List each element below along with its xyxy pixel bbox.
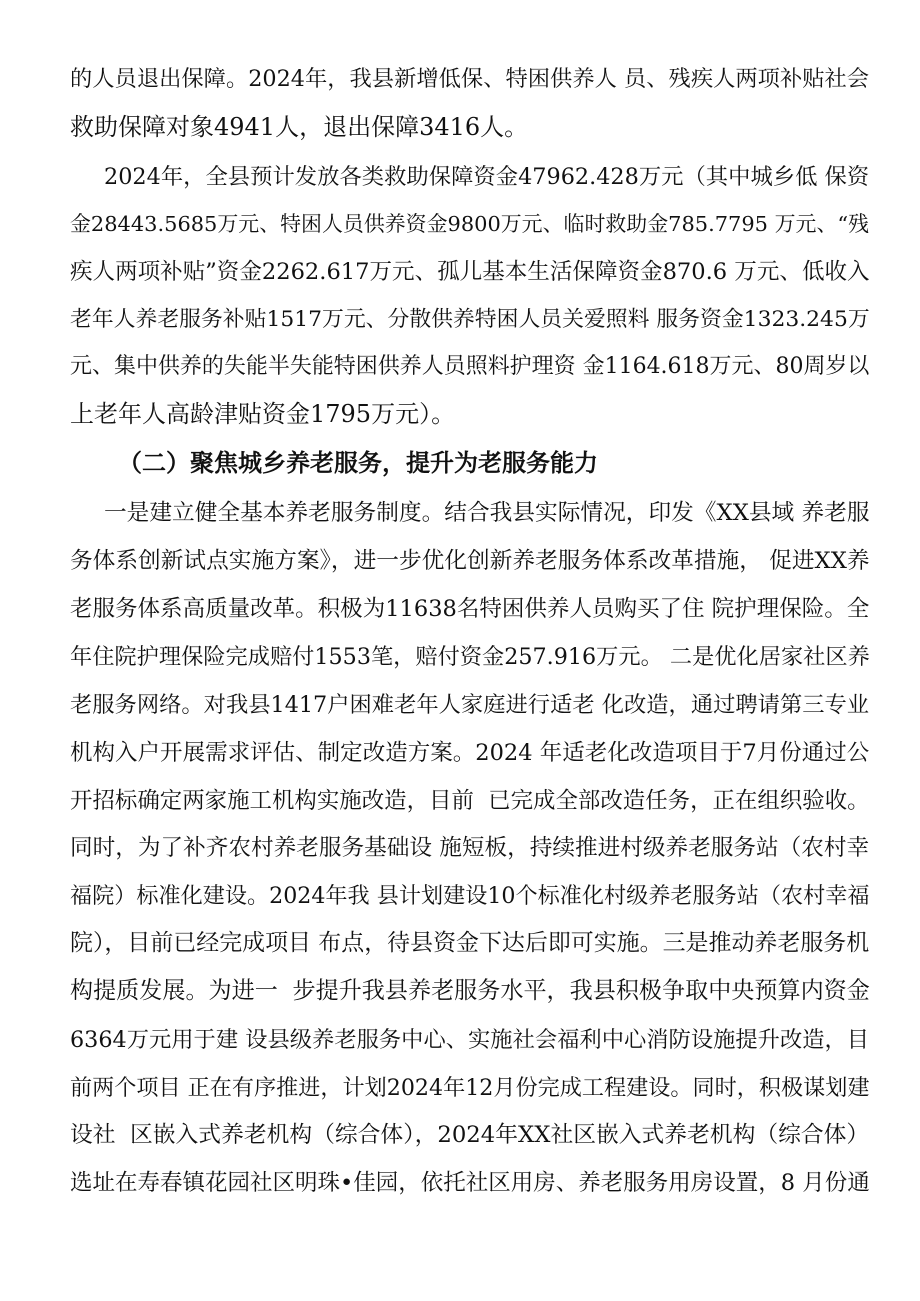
paragraph-line: 2024年，全县预计发放各类救助保障资金47962.428万元（其中城乡低 保资 [104, 164, 870, 190]
paragraph-line: 老服务体系高质量改革。积极为11638名特困供养人员购买了住 院护理保险。全 [70, 596, 870, 622]
paragraph-line: 年住院护理保险完成赔付1553笔，赔付资金257.916万元。 二是优化居家社区养 [70, 644, 870, 670]
paragraph-line: 机构入户开展需求评估、制定改造方案。2024 年适老化改造项目于7月份通过公 [70, 740, 870, 766]
paragraph-line: 选址在寿春镇花园社区明珠•佳园，依托社区用房、养老服务用房设置，8 月份通 [70, 1170, 870, 1196]
paragraph-line: 6364万元用于建 设县级养老服务中心、实施社会福利中心消防设施提升改造，目 [70, 1027, 870, 1053]
section-heading: （二）聚焦城乡养老服务，提升为老服务能力 [118, 449, 598, 477]
paragraph-line: 老服务网络。对我县1417户困难老年人家庭进行适老 化改造，通过聘请第三专业 [70, 692, 870, 718]
paragraph-line: 的人员退出保障。2024年，我县新增低保、特困供养人 员、残疾人两项补贴社会 [70, 66, 870, 92]
paragraph-line: 设社 区嵌入式养老机构（综合体），2024年XX社区嵌入式养老机构（综合体） [70, 1122, 870, 1148]
paragraph-line: 一是建立健全基本养老服务制度。结合我县实际情况，印发《XX县域 养老服 [104, 500, 870, 526]
paragraph-line: 福院）标准化建设。2024年我 县计划建设10个标准化村级养老服务站（农村幸福 [70, 883, 870, 909]
paragraph-line: 疾人两项补贴”资金2262.617万元、孤儿基本生活保障资金870.6 万元、低收入 [70, 259, 870, 285]
paragraph-line: 务体系创新试点实施方案》，进一步优化创新养老服务体系改革措施， 促进XX养 [70, 548, 870, 574]
paragraph-line: 同时，为了补齐农村养老服务基础设 施短板，持续推进村级养老服务站（农村幸 [70, 835, 870, 861]
paragraph-line: 元、集中供养的失能半失能特困供养人员照料护理资 金1164.618万元、80周岁以 [70, 354, 870, 379]
paragraph-line: 构提质发展。为进一 步提升我县养老服务水平，我县积极争取中央预算内资金 [70, 978, 870, 1004]
paragraph-line: 救助保障对象4941人，退出保障3416人。 [70, 113, 529, 141]
paragraph-line: 院），目前已经完成项目 布点，待县资金下达后即可实施。三是推动养老服务机 [70, 930, 870, 956]
paragraph-line: 上老年人高龄津贴资金1795万元）。 [70, 400, 456, 428]
paragraph-line: 前两个项目 正在有序推进，计划2024年12月份完成工程建设。同时，积极谋划建 [70, 1075, 870, 1101]
paragraph-line: 金28443.5685万元、特困人员供养资金9800万元、临时救助金785.7795 万元、“残 [70, 212, 869, 236]
paragraph-line: 开招标确定两家施工机构实施改造，目前 已完成全部改造任务，正在组织验收。 [70, 788, 870, 814]
paragraph-line: 老年人养老服务补贴1517万元、分散供养特困人员关爱照料 服务资金1323.245万 [70, 307, 870, 332]
